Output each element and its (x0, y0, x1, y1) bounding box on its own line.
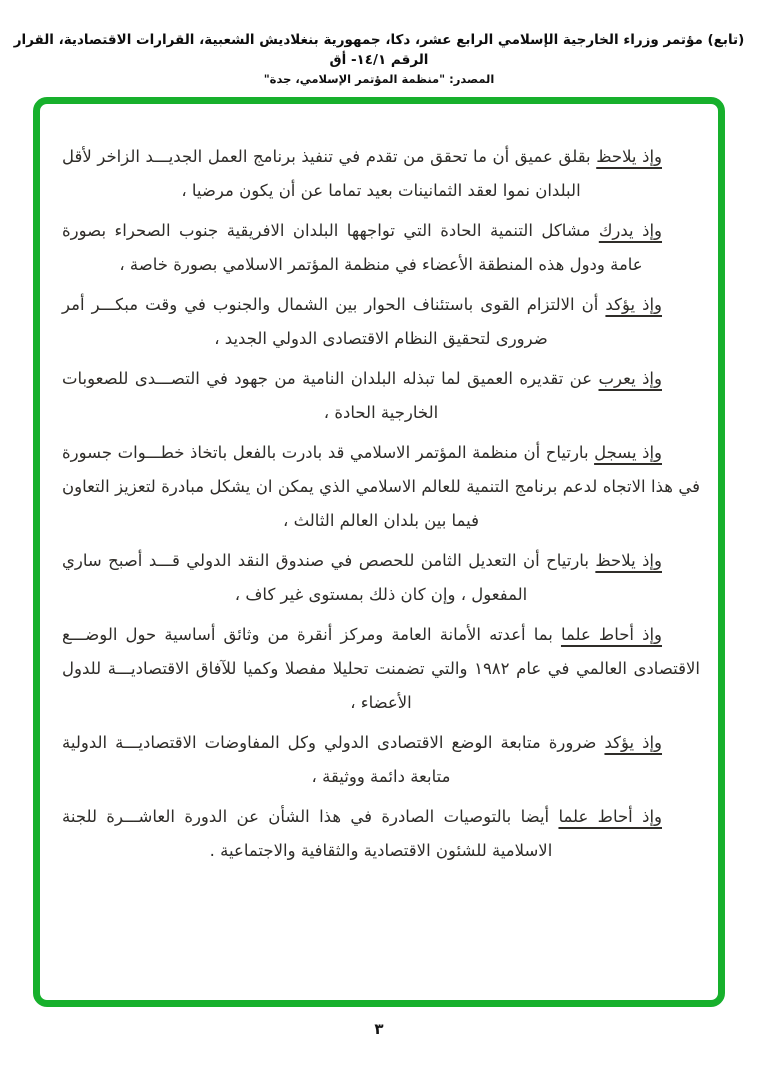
clause-lead-underlined: وإذ أحاط علما (558, 807, 662, 826)
header-title: (تابع) مؤتمر وزراء الخارجية الإسلامي الرابع عشر، دكا، جمهورية بنغلاديش الشعبية، القرارات الاقتصادية، القرار الرقم ١٤/١- أق (13, 32, 745, 68)
clause-paragraph (62, 140, 700, 208)
clause-lead-underlined: وإذ يسجل (594, 443, 662, 462)
clause-lead-underlined: وإذ يلاحظ (595, 551, 662, 570)
clause-text: بقلق عميق أن ما تحقق من تقدم في تنفيذ برنامج العمل الجديـــد الزاخر لأقل البلدان نموا لعقد الثمانينات بعيد تماما عن أن يكون مرضيا ، (62, 147, 597, 200)
clause-lead-underlined: وإذ يؤكد (605, 295, 662, 314)
header-source: المصدر: "منظمة المؤتمر الإسلامي، جدة" (263, 72, 495, 86)
clause-text: بما أعدته الأمانة العامة ومركز أنقرة من وثائق أساسية حول الوضـــع الاقتصادى العالمي في عام ١٩٨٢ والتي تضمنت تحليلا مفصلا وكميا للآفاق الاقتصاديـــة للدول الأعضاء ، (62, 625, 700, 712)
document-body (62, 140, 700, 874)
clause-paragraph (62, 618, 700, 720)
page-number: ٣ (374, 1020, 384, 1038)
clause-text: بارتياح أن منظمة المؤتمر الاسلامي قد بادرت بالفعل باتخاذ خطـــوات جسورة في هذا الاتجاه لدعم برنامج التنمية للعالم الاسلامي الذي يمكن ان يشكل مبادرة لتعزيز التعاون فيما بين بلدان العالم الثالث ، (62, 443, 700, 530)
clause-text: مشاكل التنمية الحادة التي تواجهها البلدان الافريقية جنوب الصحراء بصورة عامة ودول هذه المنطقة الأعضاء في منظمة المؤتمر الاسلامي بصورة خاصة ، (62, 221, 643, 274)
document-header (10, 30, 748, 86)
clause-paragraph (62, 800, 700, 868)
clause-text: بارتياح أن التعديل الثامن للحصص في صندوق النقد الدولي قـــد أصبح ساري المفعول ، وإن كان ذلك بمستوى غير كاف ، (62, 551, 596, 604)
clause-text: أيضا بالتوصيات الصادرة في هذا الشأن عن الدورة العاشـــرة للجنة الاسلامية للشئون الاقتصادية والثقافية والاجتماعية . (62, 807, 559, 860)
clause-text: عن تقديره العميق لما تبذله البلدان النامية من جهود في التصـــدى للصعوبات الخارجية الحادة ، (62, 369, 599, 422)
clause-paragraph (62, 544, 700, 612)
clause-paragraph (62, 214, 700, 282)
clause-lead-underlined: وإذ يؤكد (604, 733, 663, 752)
clause-lead-underlined: وإذ يدرك (598, 221, 663, 240)
clause-paragraph (62, 726, 700, 794)
clause-text: أن الالتزام القوى باستئناف الحوار بين الشمال والجنوب في وقت مبكـــر أمر ضرورى لتحقيق النظام الاقتصادى الدولي الجديد ، (62, 295, 606, 348)
clause-paragraph (62, 436, 700, 538)
clause-lead-underlined: وإذ يلاحظ (596, 147, 662, 166)
clause-paragraph (62, 288, 700, 356)
clause-text: ضرورة متابعة الوضع الاقتصادى الدولي وكل المفاوضات الاقتصاديـــة الدولية متابعة دائمة ووثيقة ، (62, 733, 605, 786)
clause-paragraph (62, 362, 700, 430)
clause-lead-underlined: وإذ يعرب (598, 369, 662, 388)
clause-lead-underlined: وإذ أحاط علما (560, 625, 662, 644)
